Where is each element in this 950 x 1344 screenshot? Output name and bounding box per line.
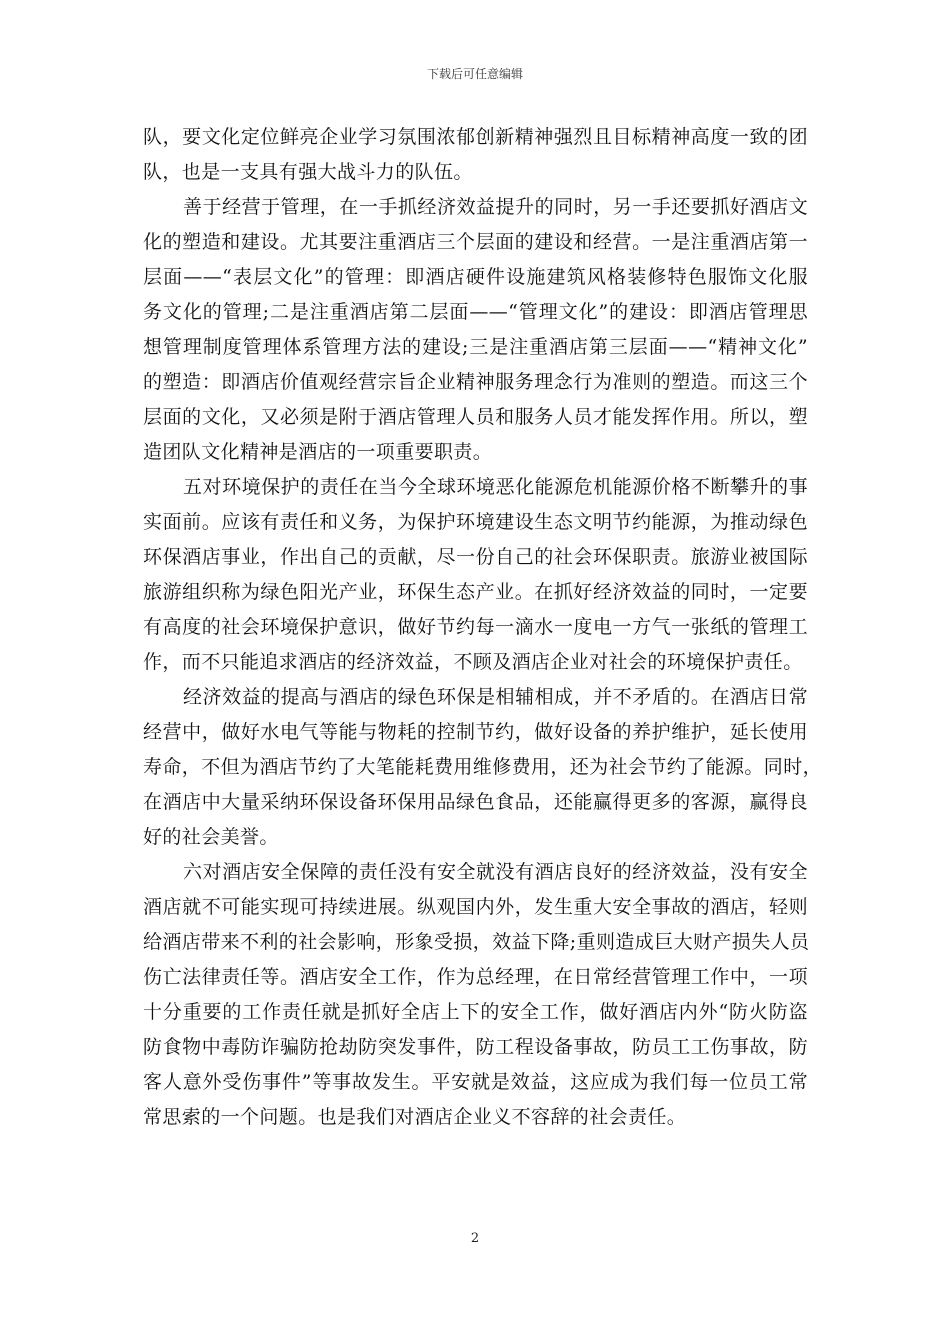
- text-line: 实面前。应该有责任和义务，为保护环境建设生态文明节约能源，为推动绿色: [143, 511, 808, 533]
- text-line: 在酒店中大量采纳环保设备环保用品绿色食品，还能赢得更多的客源，赢得良: [143, 791, 808, 813]
- text-line: 常思索的一个问题。也是我们对酒店企业义不容辞的社会责任。: [143, 1106, 687, 1128]
- text-line: 有高度的社会环境保护意识，做好节约每一滴水一度电一方气一张纸的管理工: [143, 616, 808, 638]
- paragraph: [143, 855, 808, 1135]
- text-line: 经营中，做好水电气等能与物耗的控制节约，做好设备的养护维护，延长使用: [143, 721, 808, 743]
- text-line: 给酒店带来不利的社会影响，形象受损，效益下降;重则造成巨大财产损失人员: [143, 931, 810, 953]
- text-line: 环保酒店事业，作出自己的贡献，尽一份自己的社会环保职责。旅游业被国际: [143, 546, 808, 568]
- text-line: 善于经营于管理，在一手抓经济效益提升的同时，另一手还要抓好酒店文: [183, 196, 808, 218]
- text-line: 防食物中毒防诈骗防抢劫防突发事件，防工程设备事故，防员工工伤事故，防: [143, 1036, 808, 1058]
- text-line: 六对酒店安全保障的责任没有安全就没有酒店良好的经济效益，没有安全: [183, 861, 808, 883]
- paragraph: [143, 120, 808, 190]
- text-line: 好的社会美誉。: [143, 826, 279, 848]
- paragraph: [143, 470, 808, 680]
- text-line: 务文化的管理;二是注重酒店第二层面——“管理文化”的建设：即酒店管理思: [143, 301, 808, 323]
- text-line: 旅游组织称为绿色阳光产业，环保生态产业。在抓好经济效益的同时，一定要: [143, 581, 808, 603]
- text-line: 作，而不只能追求酒店的经济效益，不顾及酒店企业对社会的环境保护责任。: [143, 651, 803, 673]
- text-line: 寿命，不但为酒店节约了大笔能耗费用维修费用，还为社会节约了能源。同时，: [143, 756, 823, 778]
- text-line: 造团队文化精神是酒店的一项重要职责。: [143, 441, 493, 463]
- page-number: 2: [470, 1231, 480, 1246]
- text-line: 层面的文化，又必须是附于酒店管理人员和服务人员才能发挥作用。所以，塑: [143, 406, 808, 428]
- text-line: 五对环境保护的责任在当今全球环境恶化能源危机能源价格不断攀升的事: [183, 476, 808, 498]
- text-line: 队，要文化定位鲜亮企业学习氛围浓郁创新精神强烈且目标精神高度一致的团: [143, 126, 808, 148]
- body-text: [143, 120, 823, 1135]
- text-line: 想管理制度管理体系管理方法的建设;三是注重酒店第三层面——“精神文化”: [143, 336, 808, 358]
- page-header: 下载后可任意编辑: [426, 67, 523, 81]
- text-line: 十分重要的工作责任就是抓好全店上下的安全工作，做好酒店内外“防火防盗: [143, 1001, 808, 1023]
- text-line: 经济效益的提高与酒店的绿色环保是相辅相成，并不矛盾的。在酒店日常: [183, 686, 808, 708]
- text-line: 酒店就不可能实现可持续进展。纵观国内外，发生重大安全事故的酒店，轻则: [143, 896, 808, 918]
- paragraph: [143, 680, 823, 855]
- text-line: 化的塑造和建设。尤其要注重酒店三个层面的建设和经营。一是注重酒店第一: [143, 231, 808, 253]
- text-line: 的塑造：即酒店价值观经营宗旨企业精神服务理念行为准则的塑造。而这三个: [143, 371, 808, 393]
- text-line: 队，也是一支具有强大战斗力的队伍。: [143, 161, 473, 183]
- text-line: 层面——“表层文化”的管理：即酒店硬件设施建筑风格装修特色服饰文化服: [143, 266, 808, 288]
- paragraph: [143, 190, 808, 470]
- text-line: 伤亡法律责任等。酒店安全工作，作为总经理，在日常经营管理工作中，一项: [143, 966, 808, 988]
- text-line: 客人意外受伤事件”等事故发生。平安就是效益，这应成为我们每一位员工常: [143, 1071, 808, 1093]
